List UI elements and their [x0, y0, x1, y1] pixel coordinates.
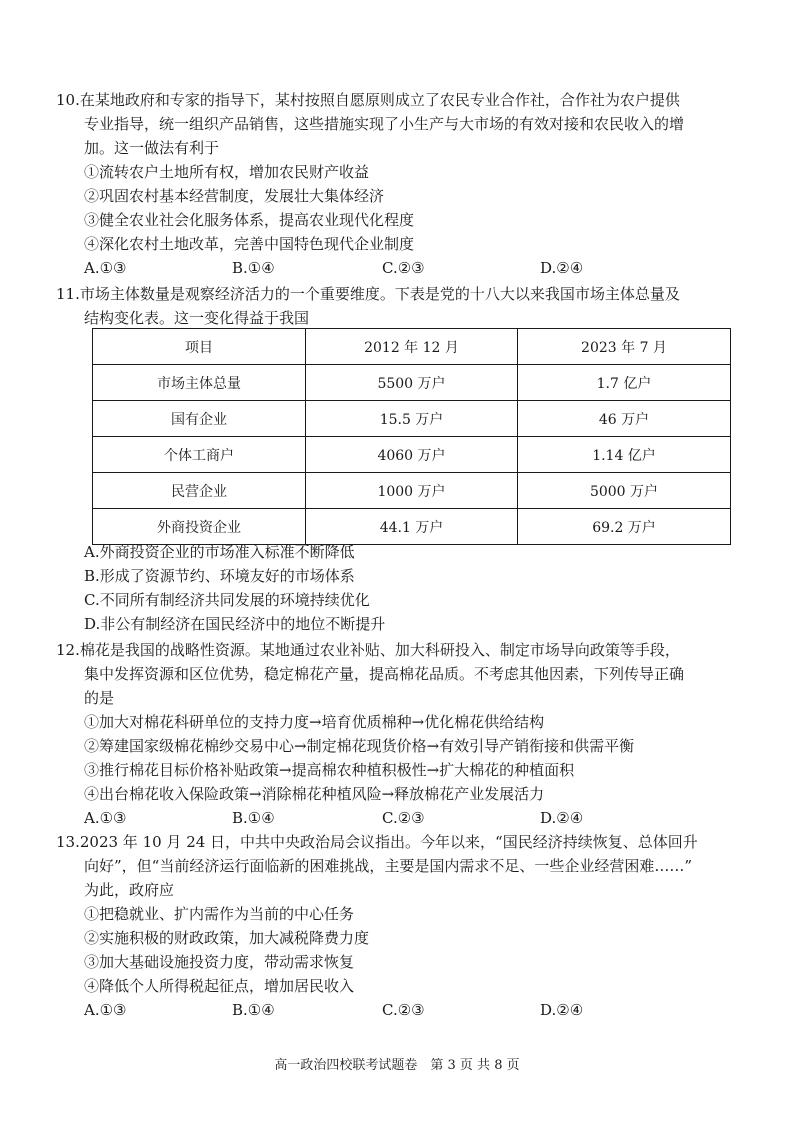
page-footer: 高一政治四校联考试题卷 第 3 页 共 8 页 — [274, 1058, 520, 1073]
q12-option-1: ①加大对棉花科研单位的支持力度→培育优质棉种→优化棉花供给结构 — [84, 713, 545, 731]
q10-option-2: ②巩固农村基本经营制度，发展壮大集体经济 — [84, 187, 385, 205]
table-cell: 市场主体总量 — [93, 365, 306, 401]
table-cell: 外商投资企业 — [93, 509, 306, 545]
table-row — [93, 473, 731, 509]
q12-stem-line: 的是 — [84, 689, 115, 707]
table-cell: 5500 万户 — [306, 365, 518, 401]
q11-stem-line: 结构变化表。这一变化得益于我国 — [84, 309, 310, 327]
q12-stem-line: 集中发挥资源和区位优势，稳定棉花产量，提高棉花品质。不考虑其他因素，下列传导正确 — [84, 665, 685, 683]
q12-option-4: ④出台棉花收入保险政策→消除棉花种植风险→释放棉花产业发展活力 — [84, 785, 545, 803]
table-header-cell: 项目 — [93, 329, 306, 365]
q12-option-3: ③推行棉花目标价格补贴政策→提高棉农种植积极性→扩大棉花的种植面积 — [84, 761, 575, 779]
q12-option-2: ②筹建国家级棉花棉纱交易中心→制定棉花现货价格→有效引导产销衔接和供需平衡 — [84, 737, 635, 755]
q11-option-a: A.外商投资企业的市场准入标准不断降低 — [84, 543, 355, 561]
table-cell: 4060 万户 — [306, 437, 518, 473]
table-header-cell: 2012 年 12 月 — [306, 329, 518, 365]
q10-option-4: ④深化农村土地改革，完善中国特色现代企业制度 — [84, 235, 415, 253]
market-entity-table — [92, 328, 731, 545]
q13-option-1: ①把稳就业、扩内需作为当前的中心任务 — [84, 905, 355, 923]
q13-stem-line: 13.2023 年 10 月 24 日，中共中央政治局会议指出。今年以来，“国民经济持续恢复、总体回升 — [56, 833, 698, 851]
table-cell: 5000 万户 — [518, 473, 731, 509]
table-cell: 1.7 亿户 — [518, 365, 731, 401]
q12-choice-b: B.①④ — [232, 809, 275, 827]
q11-stem-line: 11.市场主体数量是观察经济活力的一个重要维度。下表是党的十八大以来我国市场主体总量及 — [56, 285, 680, 303]
table-cell: 国有企业 — [93, 401, 306, 437]
table-cell: 民营企业 — [93, 473, 306, 509]
q12-choice-c: C.②③ — [382, 809, 425, 827]
table-cell: 15.5 万户 — [306, 401, 518, 437]
q10-stem-line: 加。这一做法有利于 — [84, 139, 220, 157]
q10-choice-b: B.①④ — [232, 259, 275, 277]
q11-option-c: C.不同所有制经济共同发展的环境持续优化 — [84, 591, 370, 609]
q13-option-2: ②实施积极的财政政策，加大减税降费力度 — [84, 929, 370, 947]
q12-choice-a: A.①③ — [84, 809, 127, 827]
q13-option-3: ③加大基础设施投资力度，带动需求恢复 — [84, 953, 355, 971]
table-cell: 44.1 万户 — [306, 509, 518, 545]
q10-stem-line: 10.在某地政府和专家的指导下，某村按照自愿原则成立了农民专业合作社，合作社为农户提供 — [56, 91, 680, 109]
q13-stem-line: 向好”，但“当前经济运行面临新的困难挑战，主要是国内需求不足、一些企业经营困难……” — [84, 857, 693, 875]
q10-option-1: ①流转农户土地所有权，增加农民财产收益 — [84, 163, 370, 181]
q10-option-3: ③健全农业社会化服务体系，提高农业现代化程度 — [84, 211, 415, 229]
q10-choice-d: D.②④ — [540, 259, 584, 277]
table-cell: 个体工商户 — [93, 437, 306, 473]
q12-stem-line: 12.棉花是我国的战略性资源。某地通过农业补贴、加大科研投入、制定市场导向政策等手段， — [56, 641, 680, 659]
q11-option-d: D.非公有制经济在国民经济中的地位不断提升 — [84, 615, 386, 633]
q13-option-4: ④降低个人所得税起征点，增加居民收入 — [84, 977, 355, 995]
q10-stem-line: 专业指导，统一组织产品销售，这些措施实现了小生产与大市场的有效对接和农民收入的增 — [84, 115, 685, 133]
q13-choice-d: D.②④ — [540, 1001, 584, 1019]
q13-choice-b: B.①④ — [232, 1001, 275, 1019]
q13-choice-a: A.①③ — [84, 1001, 127, 1019]
table-cell: 46 万户 — [518, 401, 731, 437]
q13-choice-c: C.②③ — [382, 1001, 425, 1019]
table-row — [93, 437, 731, 473]
q11-option-b: B.形成了资源节约、环境友好的市场体系 — [84, 567, 355, 585]
table-row — [93, 401, 731, 437]
table-header-row — [93, 329, 731, 365]
table-row — [93, 365, 731, 401]
q12-choice-d: D.②④ — [540, 809, 584, 827]
table-cell: 69.2 万户 — [518, 509, 731, 545]
q13-stem-line: 为此，政府应 — [84, 881, 175, 899]
q10-choice-a: A.①③ — [84, 259, 127, 277]
table-header-cell: 2023 年 7 月 — [518, 329, 731, 365]
q10-choice-c: C.②③ — [382, 259, 425, 277]
table-cell: 1.14 亿户 — [518, 437, 731, 473]
table-cell: 1000 万户 — [306, 473, 518, 509]
